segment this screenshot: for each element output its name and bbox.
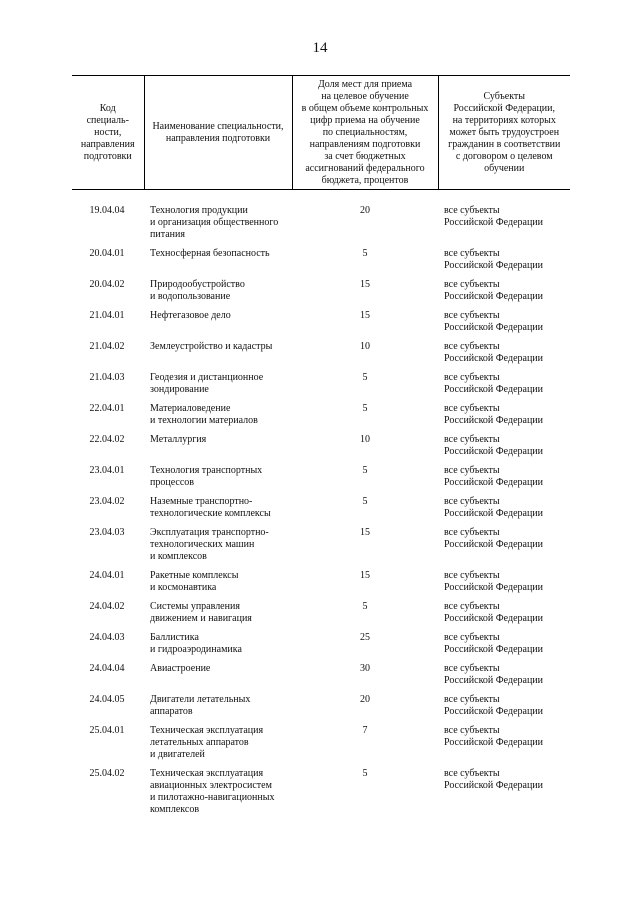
row-target-share: 5 (362, 601, 368, 612)
row-code: 24.04.04 (89, 663, 125, 674)
row-subjects: все субъекты Российской Федерации (444, 570, 544, 593)
row-target-share: 25 (360, 632, 370, 643)
row-code: 20.04.02 (89, 279, 125, 290)
table-row (72, 279, 570, 310)
row-specialty-name: Технология продукции и организация общественного питания (150, 205, 279, 240)
row-subjects: все субъекты Российской Федерации (444, 663, 544, 686)
row-subjects: все субъекты Российской Федерации (444, 403, 544, 426)
row-subjects: все субъекты Российской Федерации (444, 725, 544, 748)
row-target-share: 15 (360, 279, 370, 290)
row-target-share: 5 (362, 465, 368, 476)
row-specialty-name: Наземные транспортно- технологические комплексы (150, 496, 271, 519)
row-subjects: все субъекты Российской Федерации (444, 496, 544, 519)
row-code: 23.04.01 (89, 465, 125, 476)
row-target-share: 5 (362, 768, 368, 779)
header-subjects: Субъекты Российской Федерации, на территориях которых может быть трудоустроен гражданин в соответствии с договором о целевом обучении (438, 76, 570, 190)
row-specialty-name: Эксплуатация транспортно- технологических машин и комплексов (150, 527, 269, 562)
row-target-share: 20 (360, 205, 370, 216)
row-target-share: 10 (360, 341, 370, 352)
table-row (72, 570, 570, 601)
row-specialty-name: Металлургия (150, 434, 207, 445)
row-subjects: все субъекты Российской Федерации (444, 205, 544, 228)
row-code: 24.04.01 (89, 570, 125, 581)
row-code: 24.04.05 (89, 694, 125, 705)
row-target-share: 7 (362, 725, 368, 736)
row-specialty-name: Землеустройство и кадастры (150, 341, 273, 352)
table-row (72, 248, 570, 279)
row-subjects: все субъекты Российской Федерации (444, 310, 544, 333)
row-code: 19.04.04 (89, 205, 125, 216)
row-subjects: все субъекты Российской Федерации (444, 434, 544, 457)
table-row (72, 190, 570, 249)
row-subjects: все субъекты Российской Федерации (444, 341, 544, 364)
row-target-share: 15 (360, 527, 370, 538)
row-code: 22.04.02 (89, 434, 125, 445)
row-target-share: 5 (362, 248, 368, 259)
row-code: 23.04.03 (89, 527, 125, 538)
row-specialty-name: Природообустройство и водопользование (150, 279, 245, 302)
row-specialty-name: Двигатели летательных аппаратов (150, 694, 251, 717)
row-specialty-name: Ракетные комплексы и космонавтика (150, 570, 239, 593)
table-header (72, 76, 570, 190)
row-subjects: все субъекты Российской Федерации (444, 465, 544, 488)
row-specialty-name: Геодезия и дистанционное зондирование (150, 372, 264, 395)
row-code: 25.04.01 (89, 725, 125, 736)
table-row (72, 632, 570, 663)
row-specialty-name: Техническая эксплуатация авиационных электросистем и пилотажно-навигационных комплексов (150, 768, 275, 815)
table-row (72, 601, 570, 632)
page-number: 14 (312, 40, 328, 56)
row-subjects: все субъекты Российской Федерации (444, 694, 544, 717)
header-share: Доля мест для приема на целевое обучение в общем объеме контрольных цифр приема на обучение по специальностям, направлениям подготовки за счет бюджетных ассигнований федерального бюджета, процентов (292, 76, 438, 190)
row-specialty-name: Нефтегазовое дело (150, 310, 231, 321)
row-target-share: 15 (360, 310, 370, 321)
table-row (72, 341, 570, 372)
table-row (72, 310, 570, 341)
table-row (72, 768, 570, 823)
row-code: 21.04.01 (89, 310, 125, 321)
header-name: Наименование специальности, направления подготовки (144, 76, 292, 190)
table-row (72, 496, 570, 527)
row-subjects: все субъекты Российской Федерации (444, 248, 544, 271)
row-code: 22.04.01 (89, 403, 125, 414)
row-subjects: все субъекты Российской Федерации (444, 527, 544, 550)
row-specialty-name: Техническая эксплуатация летательных аппаратов и двигателей (150, 725, 264, 760)
row-specialty-name: Технология транспортных процессов (150, 465, 263, 488)
row-target-share: 10 (360, 434, 370, 445)
table-row (72, 663, 570, 694)
row-code: 25.04.02 (89, 768, 125, 779)
row-subjects: все субъекты Российской Федерации (444, 768, 544, 791)
row-target-share: 15 (360, 570, 370, 581)
table-row (72, 694, 570, 725)
row-subjects: все субъекты Российской Федерации (444, 372, 544, 395)
table-row (72, 434, 570, 465)
row-specialty-name: Баллистика и гидроаэродинамика (150, 632, 242, 655)
table-row (72, 465, 570, 496)
row-subjects: все субъекты Российской Федерации (444, 279, 544, 302)
table-body (72, 190, 570, 824)
table-row (72, 372, 570, 403)
row-code: 23.04.02 (89, 496, 125, 507)
row-target-share: 5 (362, 496, 368, 507)
row-specialty-name: Материаловедение и технологии материалов (150, 403, 258, 426)
row-specialty-name: Техносферная безопасность (150, 248, 270, 259)
table-row (72, 527, 570, 570)
row-target-share: 20 (360, 694, 370, 705)
row-code: 24.04.02 (89, 601, 125, 612)
row-target-share: 30 (360, 663, 370, 674)
row-code: 24.04.03 (89, 632, 125, 643)
specialties-table (72, 75, 570, 823)
row-code: 20.04.01 (89, 248, 125, 259)
table-row (72, 725, 570, 768)
row-target-share: 5 (362, 403, 368, 414)
row-subjects: все субъекты Российской Федерации (444, 632, 544, 655)
row-code: 21.04.03 (89, 372, 125, 383)
header-code: Код специаль- ности, направления подготовки (72, 76, 144, 190)
row-code: 21.04.02 (89, 341, 125, 352)
row-specialty-name: Авиастроение (150, 663, 211, 674)
row-target-share: 5 (362, 372, 368, 383)
row-specialty-name: Системы управления движением и навигация (150, 601, 252, 624)
row-subjects: все субъекты Российской Федерации (444, 601, 544, 624)
table-row (72, 403, 570, 434)
